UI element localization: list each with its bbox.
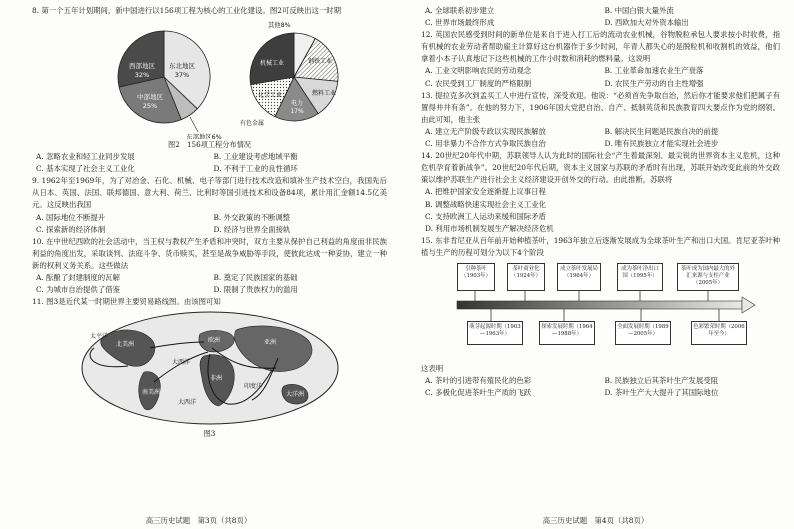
q9-option-a[interactable]: A. 国际地位不断提升 <box>36 212 106 222</box>
q12-option-a[interactable]: A. 工业文明影响农民的劳动观念 <box>425 66 532 76</box>
q8-option-c[interactable]: C. 基本实现了社会主义工业化 <box>36 164 135 174</box>
q8-option-a[interactable]: A. 忽略农业和轻工业同步发展 <box>36 152 135 162</box>
q8-options-row-2 <box>32 163 387 175</box>
figure-3-caption: 图3 <box>203 429 216 439</box>
q12-option-c[interactable]: C. 农民受到工厂制度的严格限制 <box>425 78 532 88</box>
timeline-top-box-1: 引种茶叶（1903年） <box>457 263 495 291</box>
pie-slice-machinery <box>250 33 294 85</box>
q11-options-row-2 <box>421 17 780 29</box>
pie2-label-nonferrous: 有色金属 <box>239 120 265 128</box>
q9-options-row-1 <box>32 212 387 224</box>
q12-options-row-2 <box>421 78 780 90</box>
q9-option-b[interactable]: B. 外交政策的不断调整 <box>213 212 291 222</box>
q10-stem: 10. 在中世纪西欧的社会活动中，当王权与教权产生矛盾和冲突时，双方主要从保护自己利益的角度而非民族利益的角度出发，采取谈判、法庭斗争、货币赎买，甚至是战争威胁等手段，使彼此达成一种妥协，建立一种新的权利义务关系。这些做法 <box>32 236 387 270</box>
pie1-label-west: 西部地区 <box>129 62 155 71</box>
q11-option-b[interactable]: B. 中国白银大量外流 <box>604 6 674 15</box>
figure-2 <box>32 17 387 139</box>
q14-option-c[interactable]: C. 支持欧洲工人运动来缓和国际矛盾 <box>425 211 546 221</box>
q8-options-row-1 <box>32 151 387 163</box>
q15-options-row-1 <box>421 375 780 387</box>
q12-stem: 12. 英国农民感受到时间的新单位是来自于进入打工后的流动农业机械，谷物脱粒承包人要求按小时收费，指有机械的农业劳动者帮助雇主计算好这台机器作于多少时间，年青人都失心的是脱粒机和收割机的效益，他们拿着小本子认真地记下这些机械的工作小时数和消耗的燃料量。这说明 <box>421 30 780 64</box>
q13-option-d[interactable]: D. 唯有民族独立才能实现社会进步 <box>604 139 719 149</box>
q12-options-row-1 <box>421 65 780 77</box>
q10-option-c[interactable]: C. 为城市自治提供了借鉴 <box>36 285 120 295</box>
q12-option-b[interactable]: B. 工业革命加速农业生产衰落 <box>604 66 704 76</box>
map-label-south-america: 南美洲 <box>142 389 161 397</box>
timeline-top-box-5: 茶叶成为国内最大的外汇来源与支柱产业（2005年） <box>677 263 739 291</box>
map-label-europe: 欧洲 <box>208 337 221 345</box>
q10-option-a[interactable]: A. 酝酿了封建制度的瓦解 <box>36 273 120 283</box>
q13-stem: 13. 提拉克多次到孟买工人中进行宣传，深受欢迎。他说：“必须首先争取自治，然后你才能要求他们把属子有置得井井有条”。在他的努力下，1906年国大党把自治、自产、抵制英货和民族教育四大要点作为党的纲领。由此可知，他主张 <box>421 90 780 124</box>
q9-option-c[interactable]: C. 探索新的经济体制 <box>36 224 106 234</box>
pie2-label-machinery: 机械工业 <box>259 60 285 68</box>
q11-stem: 11. 图3是近代某一时期世界主要贸易路线图。由该图可知 <box>32 297 221 307</box>
timeline-bottom-box-1: 萌芽起源时期（1903—1963年） <box>467 321 523 345</box>
q10-options-row-1 <box>32 272 387 284</box>
q10-option-b[interactable]: B. 奠定了民族国家的基础 <box>213 273 298 283</box>
map-label-africa: 非洲 <box>210 375 223 383</box>
pie-chart-industries <box>240 20 338 127</box>
pie1-value-central: 25% <box>142 102 158 111</box>
q11-options-row-1 <box>421 5 780 17</box>
q15-stem: 15. 东非肯尼亚从百年前开始种植茶叶，1963年独立后逐渐发展成为全球茶叶生产和出口大国。肯尼亚茶叶种植与生产的历程可划分为以下4个阶段 <box>421 235 780 257</box>
q13-options-row-2 <box>421 138 780 150</box>
world-trade-map <box>32 308 387 428</box>
timeline-top-box-2: 茶叶商业化（1924年） <box>507 263 545 291</box>
q13-option-b[interactable]: B. 解决民生问题是民族自决的前提 <box>604 126 719 136</box>
pie1-label-east: 东部地区6% <box>186 134 222 140</box>
left-page-footer: 高三历史试题 第3页（共8页） <box>145 516 252 525</box>
q15-options-row-2 <box>421 387 780 399</box>
timeline-bottom-box-3: 全面发展时期（1989—2005年） <box>615 321 671 345</box>
pie2-label-fuel: 燃料工业 <box>311 90 337 98</box>
timeline-top-box-3: 成立茶叶发展局（1964年） <box>557 263 601 291</box>
q8-option-b[interactable]: B. 工业建设考虑地域平衡 <box>213 152 298 162</box>
pie1-label-central: 中部地区 <box>137 93 163 102</box>
map-label-pacific: 太平洋 <box>90 333 109 341</box>
map-label-atlantic-2: 大西洋 <box>178 399 197 407</box>
q14-stem: 14. 20世纪20年代中期，苏联领导人认为此时的国际社会“产生着最深刻、最尖锐的世界资本主义危机，这种危机孕育着新战争”。20世纪20年代后期，资本主义国家与苏联的矛盾时有出现，苏联开始改变此前的外交政策以维护苏联生产进行社会主义经济建设开创外交的行动。由此推断，苏联将 <box>421 151 780 185</box>
pie1-label-northeast: 东北地区 <box>169 62 195 71</box>
q8-stem: 8. 第一个五年计划期间，新中国进行以156项工程为核心的工业化建设。图2可反映出这一时期 <box>32 6 342 15</box>
q15-option-d[interactable]: D. 茶叶生产大大提升了其国际地位 <box>604 388 719 398</box>
q15-option-a[interactable]: A. 茶叶的引进带有殖民化的色彩 <box>425 376 532 386</box>
right-page <box>397 0 794 529</box>
figure-3 <box>32 308 387 428</box>
q15-tail: 这表明 <box>421 363 444 373</box>
q11-option-a[interactable]: A. 全球联系初步建立 <box>425 6 495 15</box>
map-label-atlantic-1: 大西洋 <box>172 359 191 367</box>
q13-option-a[interactable]: A. 建立无产阶级专政以实现民族解放 <box>425 126 546 136</box>
right-page-footer: 高三历史试题 第4页（共8页） <box>542 516 649 525</box>
q13-option-c[interactable]: C. 用非暴力不合作方式争取民族自治 <box>425 139 546 149</box>
q9-options-row-2 <box>32 224 387 236</box>
q14-option-b[interactable]: B. 调整战略快速实现社会主义工业化 <box>425 199 546 209</box>
q9-stem: 9. 1962年至1969年，为了对冶金、石化、机械、电子等部门进行技术改造和填补生产技术空白，我国先后从日本、英国、法国、联邦德国、意大利、荷兰、比利时等国引进技术和设备84项，累计用汇金额14.5亿美元。这反映出我国 <box>32 176 387 210</box>
map-label-north-america: 北美洲 <box>116 341 135 349</box>
q10-options-row-2 <box>32 284 387 296</box>
timeline-bottom-box-4: 色彩繁荣时期（2006年至今） <box>691 321 747 345</box>
timeline-top-box-4: 成为茶叶净出口国（1995年） <box>617 263 663 291</box>
q14-option-a[interactable]: A. 把维护国家安全逐渐提上议事日程 <box>425 187 546 197</box>
q15-option-b[interactable]: B. 民族独立后其茶叶生产发展受阻 <box>604 376 719 386</box>
pie1-value-northeast: 37% <box>174 71 190 80</box>
q13-options-row-1 <box>421 126 780 138</box>
figure-2-caption: 图2 156项工程分布情况 <box>168 140 251 150</box>
q10-option-d[interactable]: D. 限制了贵族权力的滥用 <box>213 285 298 295</box>
map-label-indian-ocean: 印度洋 <box>244 383 263 391</box>
timeline-bottom-box-2: 探索发展时期（1964—1988年） <box>539 321 595 345</box>
map-label-oceania: 大洋洲 <box>286 391 305 399</box>
q11-option-c[interactable]: C. 世界市场最终形成 <box>425 18 495 28</box>
pie2-value-power: 17% <box>290 108 304 116</box>
q8-option-d[interactable]: D. 不利于工业的良性循环 <box>213 164 298 174</box>
timeline-arrow <box>437 259 767 363</box>
q9-option-d[interactable]: D. 经济与世界全面接轨 <box>213 224 291 234</box>
pie2-label-other: 其他8% <box>268 22 291 30</box>
kenya-tea-timeline <box>421 259 780 363</box>
q15-option-c[interactable]: C. 多极化促进茶叶生产质的飞跃 <box>425 388 532 398</box>
q12-option-d[interactable]: D. 农民生产劳动的自主性增强 <box>604 78 704 88</box>
map-label-asia: 亚洲 <box>264 339 277 347</box>
pie2-label-chemical: 化学工业 <box>257 92 283 100</box>
pie-chart-regions <box>118 31 222 139</box>
pie2-label-power: 电力 <box>290 100 304 108</box>
pie1-value-west: 32% <box>134 71 150 80</box>
q11-option-d[interactable]: D. 西欧加大对外资本输出 <box>604 18 689 28</box>
figure-2-pies <box>32 17 387 139</box>
q14-option-d[interactable]: D. 利用市场机制发展生产解决经济危机 <box>425 223 554 233</box>
pie2-label-steel: 钢铁工业 <box>307 58 333 66</box>
